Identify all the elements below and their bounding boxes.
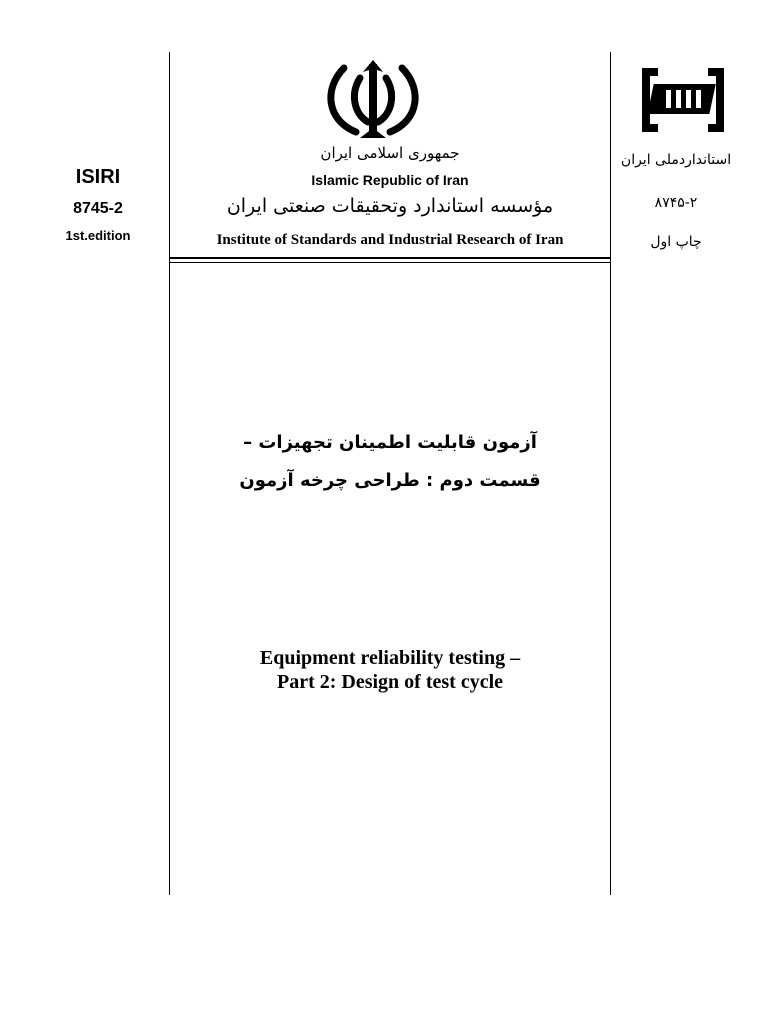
right-column-divider bbox=[610, 52, 611, 895]
iran-emblem-icon bbox=[322, 58, 424, 140]
standard-number-persian: ۸۷۴۵-۲ bbox=[654, 195, 698, 211]
edition-persian: چاپ اول bbox=[650, 234, 702, 250]
header-rule-thin bbox=[169, 262, 610, 263]
header-rule-thick bbox=[169, 257, 610, 259]
english-title-line1: Equipment reliability testing – bbox=[259, 647, 521, 669]
persian-title-line2: قسمت دوم : طراحی چرخه آزمون bbox=[239, 470, 541, 491]
isiri-logo-icon bbox=[638, 64, 728, 136]
national-standard-label: استاندارد‌ملی ایران bbox=[620, 152, 732, 168]
persian-title-line1: آزمون قابلیت اطمینان تجهیزات – bbox=[243, 432, 537, 453]
institute-english: Institute of Standards and Industrial Research of Iran bbox=[216, 232, 564, 248]
edition-label: 1st.edition bbox=[65, 228, 131, 243]
english-title-line2: Part 2: Design of test cycle bbox=[276, 671, 504, 693]
republic-english: Islamic Republic of Iran bbox=[311, 172, 469, 188]
institute-persian: مؤسسه استاندارد وتحقیقات صنعتی ایران bbox=[226, 195, 554, 217]
isiri-code: ISIRI bbox=[75, 166, 121, 188]
republic-persian: جمهوری اسلامی ایران bbox=[320, 144, 460, 162]
standard-number: 8745-2 bbox=[73, 200, 123, 217]
